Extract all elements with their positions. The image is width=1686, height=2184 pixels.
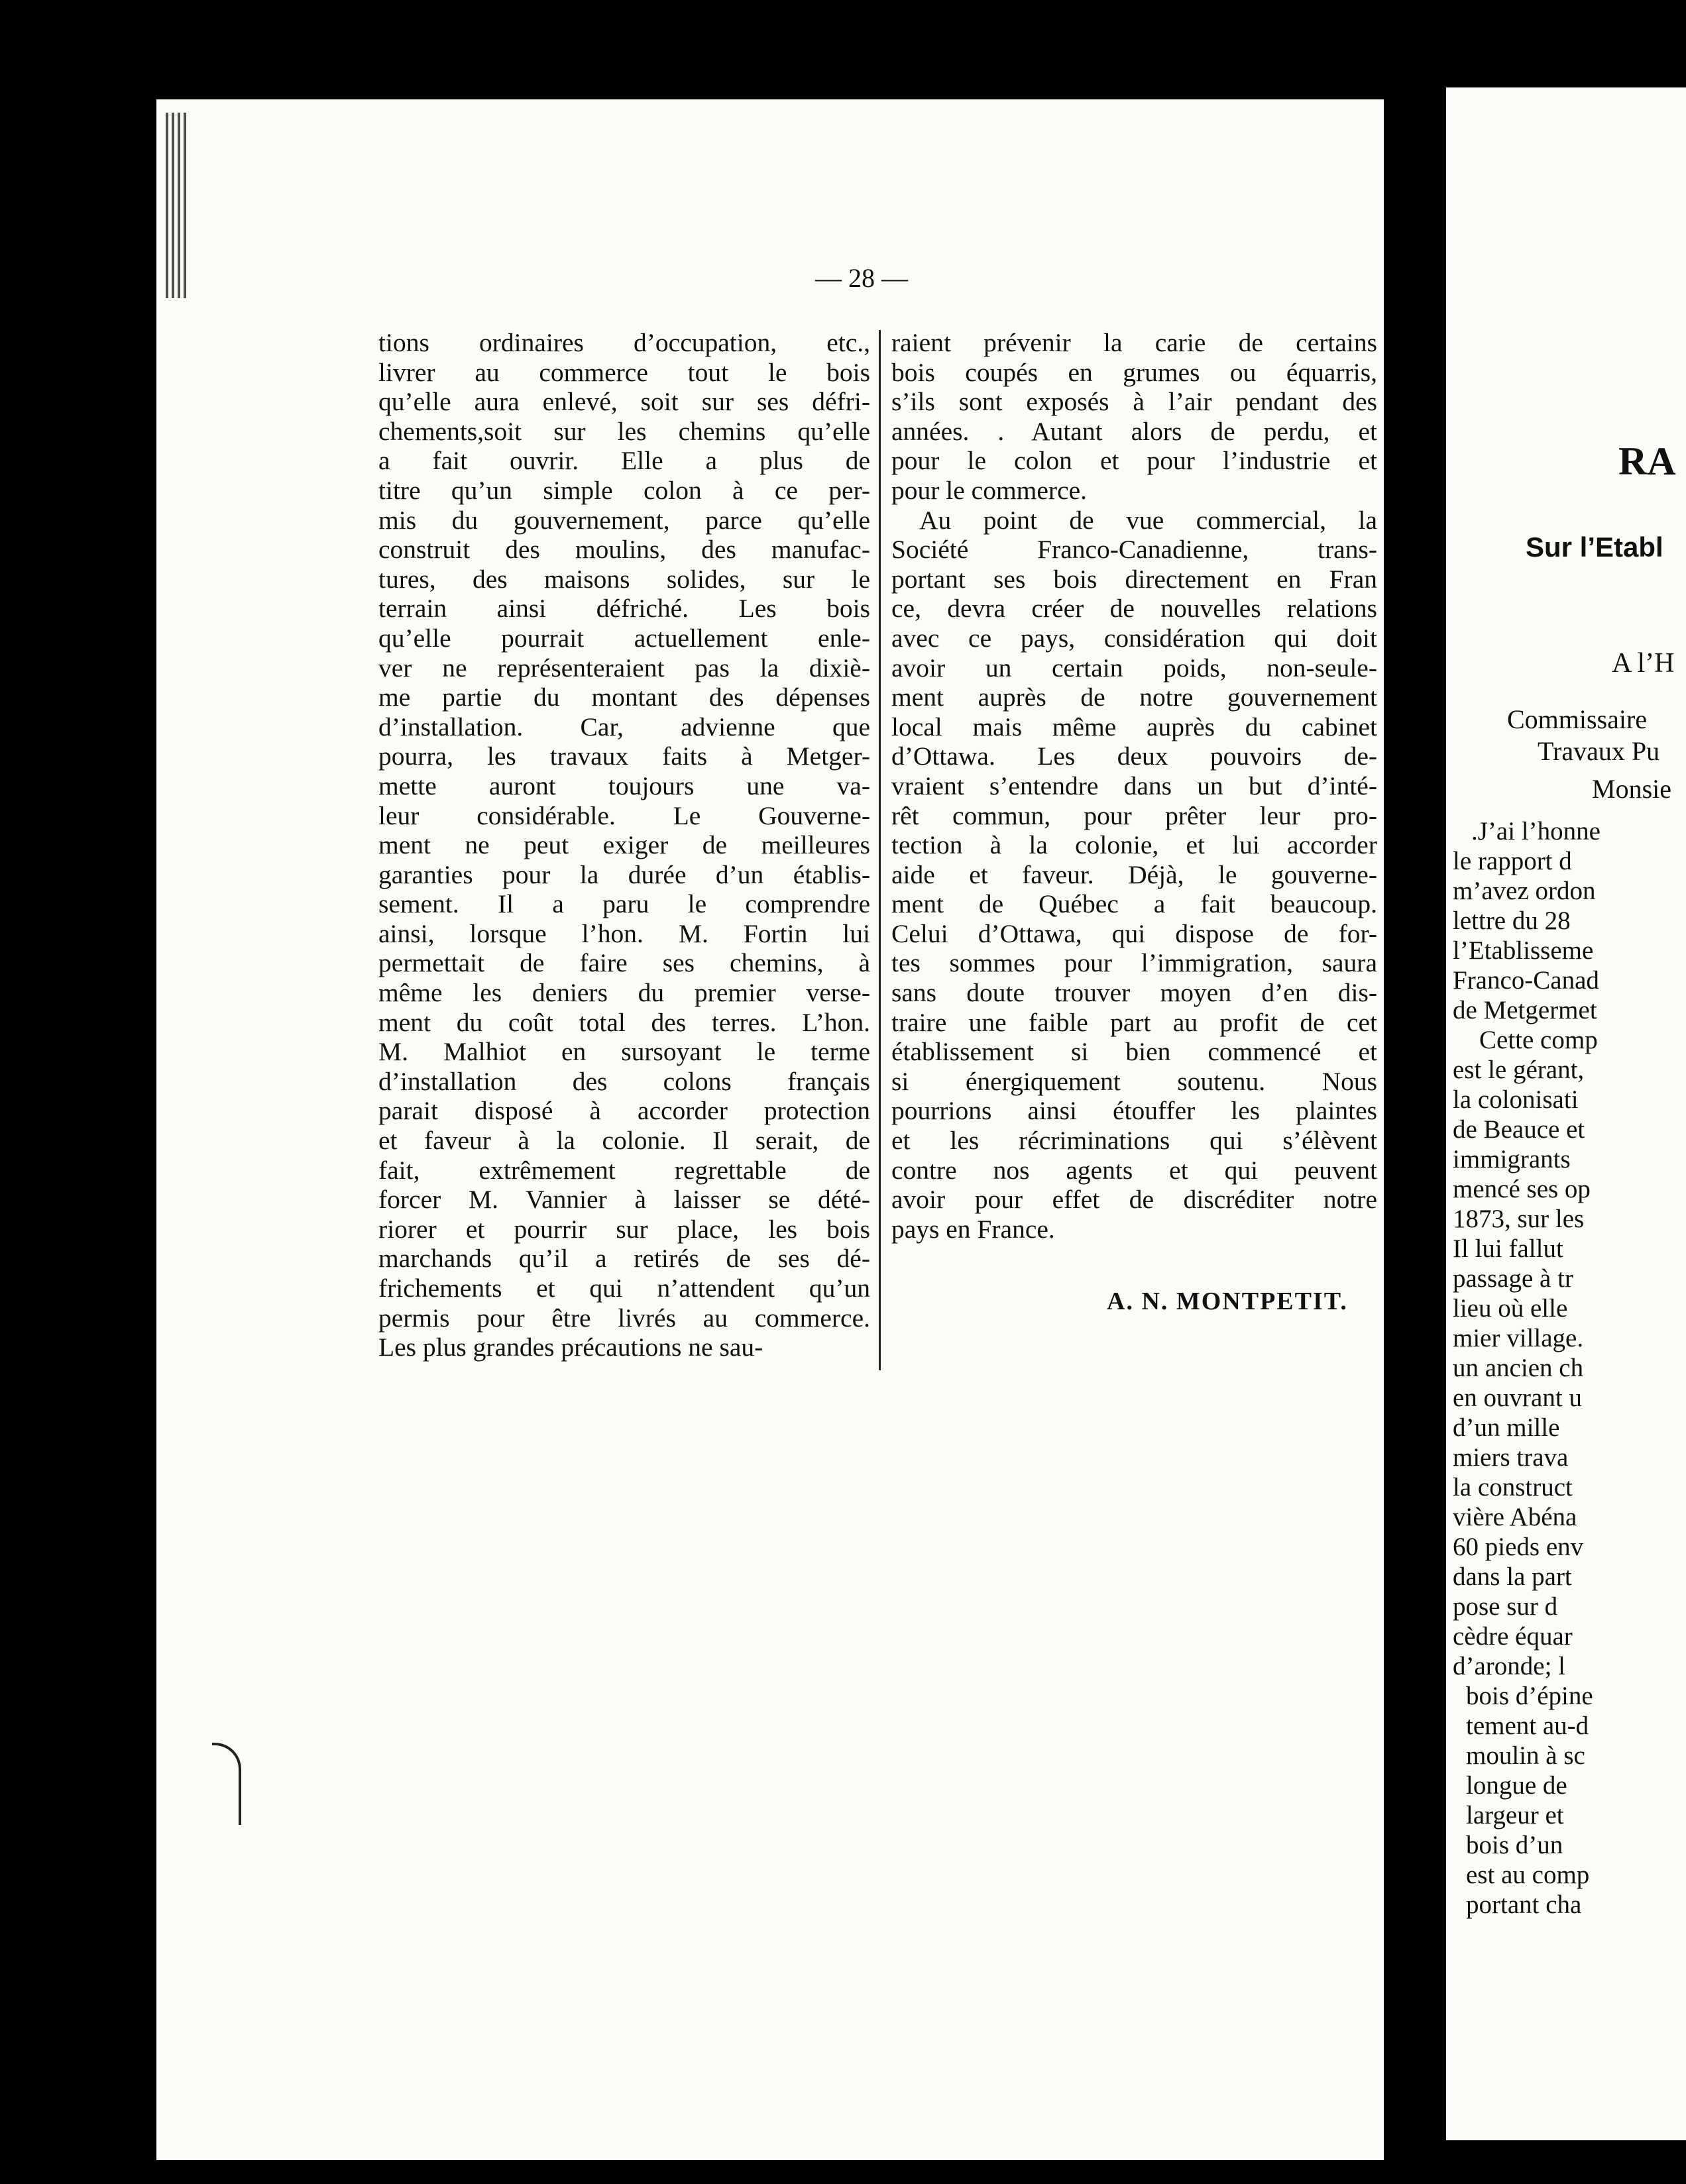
text-line: marchands qu’il a retirés de ses dé- bbox=[378, 1244, 870, 1274]
text-line: ment ne peut exiger de meilleures bbox=[378, 830, 870, 860]
right-page-line: lieu où elle bbox=[1453, 1294, 1568, 1323]
text-line: tection à la colonie, et lui accorder bbox=[891, 830, 1377, 860]
left-text-column bbox=[378, 328, 870, 1362]
text-line: Celui d’Ottawa, qui dispose de for- bbox=[891, 918, 1377, 948]
text-line: établissement si bien commencé et bbox=[891, 1037, 1377, 1067]
text-line: me partie du montant des dépenses bbox=[378, 682, 870, 712]
right-page-subtitle: Sur l’Etabl bbox=[1526, 531, 1663, 563]
text-line: vraient s’entendre dans un but d’inté- bbox=[891, 771, 1377, 800]
right-page-line: de Beauce et bbox=[1453, 1115, 1585, 1144]
text-line: sement. Il a paru le comprendre bbox=[378, 889, 870, 919]
text-line: tes sommes pour l’immigration, saura bbox=[891, 948, 1377, 978]
right-page-line: d’aronde; l bbox=[1453, 1652, 1566, 1680]
text-line: Les plus grandes précautions ne sau- bbox=[378, 1333, 763, 1362]
right-page-line: moulin à sc bbox=[1466, 1741, 1585, 1770]
right-page-line: pose sur d bbox=[1453, 1592, 1558, 1621]
text-line: terrain ainsi défriché. Les bois bbox=[378, 594, 870, 624]
text-line: portant ses bois directement en Fran bbox=[891, 564, 1377, 594]
right-text-column bbox=[891, 328, 1377, 1244]
page-number: — 28 — bbox=[815, 263, 908, 293]
text-line: chements,soit sur les chemins qu’elle bbox=[378, 416, 870, 446]
right-page-line: vière Abéna bbox=[1453, 1503, 1577, 1531]
right-page-address: A l’H bbox=[1612, 648, 1675, 679]
text-line: ment du coût total des terres. L’hon. bbox=[378, 1007, 870, 1037]
right-page-line: 1873, sur les bbox=[1453, 1205, 1585, 1233]
text-line: avec ce pays, considération qui doit bbox=[891, 623, 1377, 653]
text-line: ment de Québec a fait beaucoup. bbox=[891, 889, 1377, 919]
text-line: tions ordinaires d’occupation, etc., bbox=[378, 328, 870, 357]
text-line: local mais même auprès du cabinet bbox=[891, 712, 1377, 741]
text-line: pour le commerce. bbox=[891, 475, 1088, 505]
right-page-line: la colonisati bbox=[1453, 1085, 1579, 1114]
right-page-line: Il lui fallut bbox=[1453, 1234, 1563, 1263]
right-page-line: l’Etablisseme bbox=[1453, 936, 1594, 965]
right-page-line: mier village. bbox=[1453, 1324, 1584, 1352]
right-page-line: cèdre équar bbox=[1453, 1622, 1573, 1651]
text-line: livrer au commerce tout le bois bbox=[378, 357, 870, 387]
text-line: bois coupés en grumes ou équarris, bbox=[891, 357, 1377, 387]
text-line: ce, devra créer de nouvelles relations bbox=[891, 594, 1377, 624]
text-line: permis pour être livrés au commerce. bbox=[378, 1303, 870, 1333]
text-line: tures, des maisons solides, sur le bbox=[378, 564, 870, 594]
right-page-line: m’avez ordon bbox=[1453, 877, 1596, 905]
text-line: garanties pour la durée d’un établis- bbox=[378, 859, 870, 889]
text-line: et faveur à la colonie. Il serait, de bbox=[378, 1126, 870, 1156]
text-line: leur considérable. Le Gouverne- bbox=[378, 800, 870, 830]
text-line: sans doute trouver moyen d’en dis- bbox=[891, 978, 1377, 1008]
text-line: d’installation. Car, advienne que bbox=[378, 712, 870, 741]
right-page-address: Commissaire bbox=[1507, 704, 1648, 734]
text-line: mette auront toujours une va- bbox=[378, 771, 870, 800]
text-line: M. Malhiot en sursoyant le terme bbox=[378, 1037, 870, 1067]
right-page-line: un ancien ch bbox=[1453, 1354, 1584, 1382]
text-line: même les deniers du premier verse- bbox=[378, 978, 870, 1008]
text-line: ment auprès de notre gouvernement bbox=[891, 682, 1377, 712]
right-page-line: bois d’épine bbox=[1466, 1682, 1593, 1710]
text-line: années. . Autant alors de perdu, et bbox=[891, 416, 1377, 446]
right-page-line: de Metgermet bbox=[1453, 996, 1597, 1024]
text-line: ver ne représenteraient pas la dixiè- bbox=[378, 653, 870, 682]
text-line: fait, extrêmement regrettable de bbox=[378, 1155, 870, 1185]
right-page-line: 60 pieds env bbox=[1453, 1533, 1584, 1561]
right-page-address: Travaux Pu bbox=[1538, 736, 1660, 766]
text-line: pourra, les travaux faits à Metger- bbox=[378, 741, 870, 771]
text-line: construit des moulins, des manufac- bbox=[378, 535, 870, 565]
right-page-line: est au comp bbox=[1466, 1861, 1590, 1889]
right-page-line: largeur et bbox=[1466, 1801, 1564, 1829]
right-page-line: Cette comp bbox=[1479, 1026, 1598, 1054]
text-line: aide et faveur. Déjà, le gouverne- bbox=[891, 859, 1377, 889]
text-line: d’Ottawa. Les deux pouvoirs de- bbox=[891, 741, 1377, 771]
text-line: qu’elle aura enlevé, soit sur ses défri- bbox=[378, 387, 870, 417]
right-page-line: bois d’un bbox=[1466, 1831, 1563, 1859]
right-page-fragment bbox=[1446, 87, 1686, 2140]
text-line: Société Franco-Canadienne, trans- bbox=[891, 535, 1377, 565]
text-line: forcer M. Vannier à laisser se dété- bbox=[378, 1185, 870, 1215]
right-page-line: d’un mille bbox=[1453, 1413, 1560, 1442]
right-page-line: Franco-Canad bbox=[1453, 966, 1599, 995]
text-line: mis du gouvernement, parce qu’elle bbox=[378, 505, 870, 535]
right-page-line: .J’ai l’honne bbox=[1471, 817, 1601, 846]
text-line: d’installation des colons français bbox=[378, 1066, 870, 1096]
author-signature: A. N. MONTPETIT. bbox=[1107, 1287, 1348, 1315]
text-line: si énergiquement soutenu. Nous bbox=[891, 1066, 1377, 1096]
text-line: rêt commun, pour prêter leur pro- bbox=[891, 800, 1377, 830]
text-line: a fait ouvrir. Elle a plus de bbox=[378, 446, 870, 476]
right-page-line: le rapport d bbox=[1453, 847, 1572, 875]
text-line: permettait de faire ses chemins, à bbox=[378, 948, 870, 978]
right-page-title: RA bbox=[1618, 439, 1676, 483]
right-page-line: longue de bbox=[1466, 1771, 1567, 1800]
text-line: pourrions ainsi étouffer les plaintes bbox=[891, 1096, 1377, 1126]
right-page-line: tement au-d bbox=[1466, 1712, 1589, 1740]
text-line: pays en France. bbox=[891, 1214, 1055, 1244]
right-page-line: est le gérant, bbox=[1453, 1056, 1585, 1084]
right-page-line: dans la part bbox=[1453, 1562, 1572, 1591]
text-line: qu’elle pourrait actuellement enle- bbox=[378, 623, 870, 653]
text-line: s’ils sont exposés à l’air pendant des bbox=[891, 387, 1377, 417]
text-line: parait disposé à accorder protection bbox=[378, 1096, 870, 1126]
margin-mark bbox=[212, 1743, 241, 1825]
text-line: contre nos agents et qui peuvent bbox=[891, 1155, 1377, 1185]
right-page-line: lettre du 28 bbox=[1453, 906, 1571, 935]
text-line: avoir un certain poids, non-seule- bbox=[891, 653, 1377, 682]
right-page-line: immigrants bbox=[1453, 1145, 1571, 1174]
right-page-line: mencé ses op bbox=[1453, 1175, 1591, 1203]
text-line: raient prévenir la carie de certains bbox=[891, 328, 1377, 357]
text-line: ainsi, lorsque l’hon. M. Fortin lui bbox=[378, 918, 870, 948]
text-line: riorer et pourrir sur place, les bois bbox=[378, 1214, 870, 1244]
text-line: titre qu’un simple colon à ce per- bbox=[378, 475, 870, 505]
text-line: pour le colon et pour l’industrie et bbox=[891, 446, 1377, 476]
column-divider bbox=[879, 330, 881, 1370]
text-line: avoir pour effet de discréditer notre bbox=[891, 1185, 1377, 1215]
text-line: Au point de vue commercial, la bbox=[919, 505, 1377, 535]
page-edge-marks bbox=[166, 113, 190, 298]
text-line: traire une faible part au profit de cet bbox=[891, 1007, 1377, 1037]
right-page-line: passage à tr bbox=[1453, 1264, 1573, 1293]
right-page-salutation: Monsie bbox=[1592, 774, 1671, 804]
text-line: frichements et qui n’attendent qu’un bbox=[378, 1274, 870, 1303]
right-page-line: en ouvrant u bbox=[1453, 1384, 1582, 1412]
right-page-line: la construct bbox=[1453, 1473, 1573, 1502]
right-page-line: miers trava bbox=[1453, 1443, 1569, 1472]
right-page-line: portant cha bbox=[1466, 1890, 1582, 1919]
text-line: et les récriminations qui s’élèvent bbox=[891, 1126, 1377, 1156]
